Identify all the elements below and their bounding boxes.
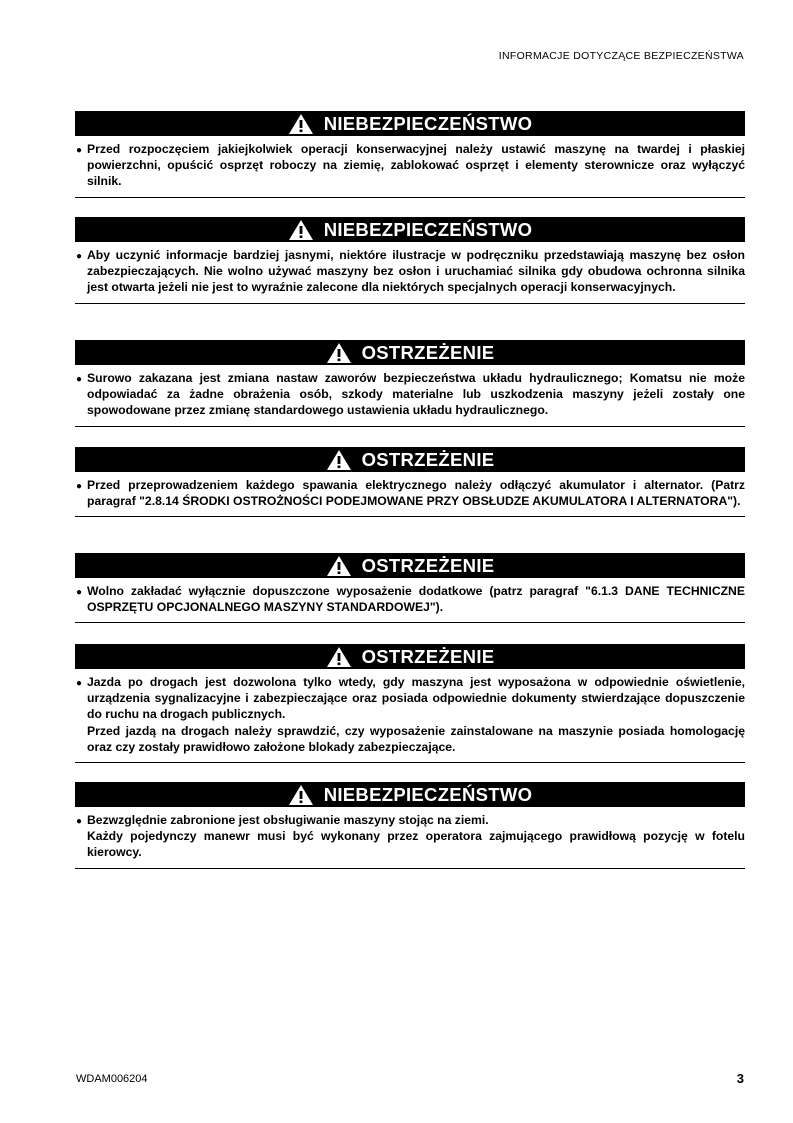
notice-paragraph: Przed rozpoczęciem jakiejkolwiek operacji konserwacyjnej należy ustawić maszynę na twardej i płaskiej powierzchni, opuścić osprzęt roboczy na ziemię, zablokować osprzęt i elementy sterownicze oraz wyłączyć silnik. (87, 142, 745, 189)
danger-notice (75, 782, 745, 869)
bullet-icon: ● (76, 587, 83, 598)
running-header: INFORMACJE DOTYCZĄCE BEZPIECZEŃSTWA (498, 50, 744, 62)
bullet-icon: ● (76, 145, 83, 156)
notice-body (75, 472, 745, 516)
warning-triangle-icon (326, 449, 352, 471)
warning-triangle-icon (288, 784, 314, 806)
notice-paragraph: Przed jazdą na drogach należy sprawdzić, czy wyposażenie zainstalowane na maszynie posiada homologację oraz czy zostały prawidłowo założone blokady zabezpieczające. (87, 723, 745, 754)
page-number: 3 (736, 1071, 744, 1086)
bullet-icon: ● (76, 374, 83, 385)
notice-banner (75, 340, 745, 365)
notice-paragraph: Surowo zakazana jest zmiana nastaw zaworów bezpieczeństwa układu hydraulicznego; Komatsu nie może odpowiadać za żadne obrażenia osób, szkody materialne lub uszkodzenia maszyny jeżeli zostały one spowodowane przez zmianę standardowego ustawienia układu hydraulicznego. (87, 371, 745, 418)
notice-paragraph: Wolno zakładać wyłącznie dopuszczone wyposażenie dodatkowe (patrz paragraf "6.1.3 DANE TECHNICZNE OSPRZĘTU OPCJONALNEGO MASZYNY STANDARDOWEJ"). (87, 584, 745, 615)
notice-body (75, 136, 745, 197)
notice-banner (75, 782, 745, 807)
notice-title: OSTRZEŻENIE (361, 342, 495, 363)
warning-triangle-icon (326, 342, 352, 364)
notice-body (75, 242, 745, 303)
notice-title: OSTRZEŻENIE (361, 646, 495, 667)
warning-triangle-icon (326, 555, 352, 577)
warning-notice (75, 553, 745, 623)
warning-notice (75, 644, 745, 763)
bullet-icon: ● (76, 816, 83, 827)
notice-body (75, 669, 745, 762)
bullet-icon: ● (76, 481, 83, 492)
notice-banner (75, 217, 745, 242)
document-code: WDAM006204 (76, 1073, 148, 1085)
notice-banner (75, 553, 745, 578)
notice-paragraph: Jazda po drogach jest dozwolona tylko wtedy, gdy maszyna jest wyposażona w odpowiednie oświetlenie, urządzenia sygnalizacyjne i zabezpieczające oraz posiada odpowiednie dokumenty stwierdzające dopuszczenie do ruchu na drogach publicznych. (87, 675, 745, 722)
notice-title: OSTRZEŻENIE (361, 449, 495, 470)
notice-paragraph: Aby uczynić informacje bardziej jasnymi, niektóre ilustracje w podręczniku przedstawiają maszynę bez osłon zabezpieczających. Nie wolno używać maszyny bez osłon i uruchamiać silnika gdy obudowa ochronna silnika jest otwarta jeżeli nie jest to wyraźnie zalecone dla niektórych specjalnych operacji konserwacyjnych. (87, 248, 745, 295)
notice-banner (75, 447, 745, 472)
notice-paragraph: Przed przeprowadzeniem każdego spawania elektrycznego należy odłączyć akumulator i alternator. (Patrz paragraf "2.8.14 ŚRODKI OSTROŻNOŚCI PODEJMOWANE PRZY OBSŁUDZE AKUMULATORA I ALTERNATORA"). (87, 478, 745, 509)
notice-title: NIEBEZPIECZEŃSTWO (323, 784, 533, 805)
warning-notice (75, 340, 745, 427)
bullet-icon: ● (76, 251, 83, 262)
notice-banner (75, 111, 745, 136)
warning-triangle-icon (288, 113, 314, 135)
notice-body (75, 807, 745, 868)
notice-banner (75, 644, 745, 669)
notice-title: OSTRZEŻENIE (361, 555, 495, 576)
notice-body (75, 365, 745, 426)
notice-paragraph: Bezwzględnie zabronione jest obsługiwanie maszyny stojąc na ziemi. (87, 813, 489, 827)
notice-title: NIEBEZPIECZEŃSTWO (323, 219, 533, 240)
warning-triangle-icon (288, 219, 314, 241)
danger-notice (75, 111, 745, 198)
notice-body (75, 578, 745, 622)
danger-notice (75, 217, 745, 304)
warning-notice (75, 447, 745, 517)
warning-triangle-icon (326, 646, 352, 668)
bullet-icon: ● (76, 678, 83, 689)
notice-title: NIEBEZPIECZEŃSTWO (323, 113, 533, 134)
notice-paragraph: Każdy pojedynczy manewr musi być wykonany przez operatora zajmującego prawidłową pozycję w fotelu kierowcy. (87, 829, 745, 860)
